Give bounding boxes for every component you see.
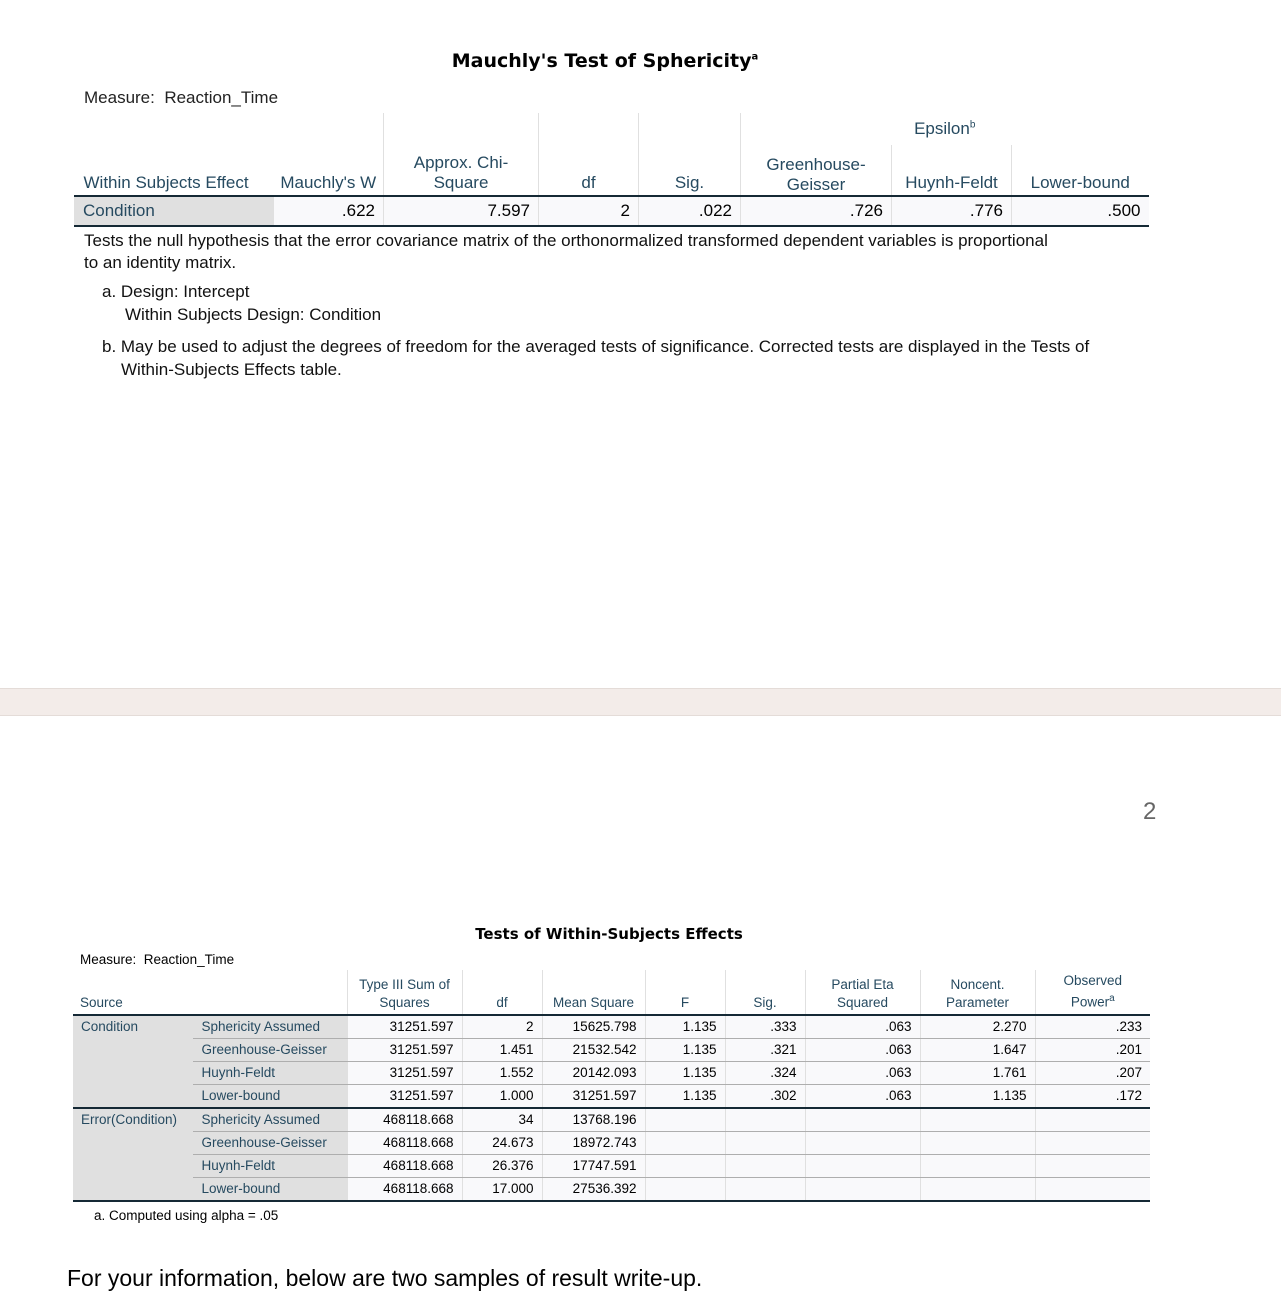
table-row	[73, 1154, 1150, 1177]
cell-eta: .063	[805, 1015, 920, 1039]
col-df: df	[462, 970, 542, 1015]
table-row	[73, 1038, 1150, 1061]
cell-ss: 31251.597	[347, 1015, 462, 1039]
cell-chi: 7.597	[384, 196, 539, 226]
power-label: Observed Power	[1063, 973, 1123, 1010]
cell-eta	[805, 1154, 920, 1177]
col-df: df	[539, 145, 639, 196]
cell-w: .622	[274, 196, 384, 226]
correction-label: Sphericity Assumed	[193, 1015, 347, 1039]
col-ms: Mean Square	[542, 970, 645, 1015]
mauchly-table	[74, 113, 1149, 227]
cell-df: 2	[462, 1015, 542, 1039]
cell-sig	[725, 1108, 805, 1132]
cell-nc: 1.761	[920, 1061, 1035, 1084]
cell-ms: 13768.196	[542, 1108, 645, 1132]
footnote-marker: a	[1109, 993, 1115, 1004]
correction-label: Greenhouse-Geisser	[193, 1131, 347, 1154]
cell-nc: 2.270	[920, 1015, 1035, 1039]
col-chi-square: Approx. Chi-Square	[384, 145, 539, 196]
epsilon-header	[741, 113, 1149, 145]
col-sig: Sig.	[725, 970, 805, 1015]
within-subjects-table	[73, 970, 1150, 1202]
col-lb: Lower-bound	[1012, 145, 1149, 196]
cell-df: 1.451	[462, 1038, 542, 1061]
footnote-a-line1: a. Design: Intercept	[102, 282, 250, 301]
cell-nc: 1.135	[920, 1084, 1035, 1108]
source-label: Condition	[73, 1015, 193, 1108]
cell-sig: .321	[725, 1038, 805, 1061]
cell-nc: 1.647	[920, 1038, 1035, 1061]
cell-ss: 468118.668	[347, 1131, 462, 1154]
col-noncent: Noncent. Parameter	[920, 970, 1035, 1015]
page-number: 2	[1143, 798, 1157, 825]
cell-sig	[725, 1154, 805, 1177]
cell-nc	[920, 1154, 1035, 1177]
cell-ms: 31251.597	[542, 1084, 645, 1108]
col-mauchly-w: Mauchly's W	[274, 145, 384, 196]
measure-value: Reaction_Time	[143, 952, 235, 967]
table-row	[75, 196, 1149, 226]
cell-f	[645, 1131, 725, 1154]
cell-f	[645, 1108, 725, 1132]
cell-nc	[920, 1108, 1035, 1132]
within-title: Tests of Within-Subjects Effects	[475, 925, 743, 943]
cell-ss: 468118.668	[347, 1177, 462, 1201]
measure-label: Measure:	[80, 952, 137, 967]
cell-power: .172	[1035, 1084, 1150, 1108]
cell-eta: .063	[805, 1038, 920, 1061]
measure-label: Measure:	[84, 88, 155, 107]
cell-eta	[805, 1177, 920, 1201]
col-power	[1035, 970, 1150, 1015]
mauchly-title	[0, 50, 1210, 72]
correction-label: Sphericity Assumed	[193, 1108, 347, 1132]
table-row	[73, 1061, 1150, 1084]
row-label: Condition	[75, 196, 274, 226]
cell-power: .207	[1035, 1061, 1150, 1084]
col-f: F	[645, 970, 725, 1015]
correction-label: Huynh-Feldt	[193, 1154, 347, 1177]
cell-eta	[805, 1131, 920, 1154]
cell-power	[1035, 1154, 1150, 1177]
col-gg: Greenhouse-Geisser	[741, 145, 892, 196]
cell-df: 24.673	[462, 1131, 542, 1154]
cell-ss: 31251.597	[347, 1061, 462, 1084]
cell-df: 2	[539, 196, 639, 226]
footnote-marker: b	[969, 119, 976, 131]
table-row	[73, 1084, 1150, 1108]
table-row	[73, 1131, 1150, 1154]
cell-f: 1.135	[645, 1038, 725, 1061]
correction-label: Lower-bound	[193, 1177, 347, 1201]
cell-f: 1.135	[645, 1084, 725, 1108]
cell-lb: .500	[1012, 196, 1149, 226]
correction-label: Lower-bound	[193, 1084, 347, 1108]
cell-sig	[725, 1131, 805, 1154]
cell-eta	[805, 1108, 920, 1132]
measure-value: Reaction_Time	[164, 88, 279, 107]
cell-ss: 31251.597	[347, 1084, 462, 1108]
cell-sig: .302	[725, 1084, 805, 1108]
cell-f: 1.135	[645, 1015, 725, 1039]
footnote-a-line2: Within Subjects Design: Condition	[125, 305, 382, 324]
cell-power: .233	[1035, 1015, 1150, 1039]
footnote-b: b. May be used to adjust the degrees of freedom for the averaged tests of significance. Corrected tests are displayed in the Tests of Within-Subjects Effects table.	[102, 337, 1090, 379]
table-row	[73, 1177, 1150, 1201]
cell-ms: 18972.743	[542, 1131, 645, 1154]
col-hf: Huynh-Feldt	[892, 145, 1012, 196]
cell-ms: 20142.093	[542, 1061, 645, 1084]
cell-power: .201	[1035, 1038, 1150, 1061]
cell-f	[645, 1177, 725, 1201]
cell-sig: .022	[639, 196, 741, 226]
correction-label: Greenhouse-Geisser	[193, 1038, 347, 1061]
cell-sig: .324	[725, 1061, 805, 1084]
cell-power	[1035, 1177, 1150, 1201]
cell-sig: .333	[725, 1015, 805, 1039]
col-sig: Sig.	[639, 145, 741, 196]
correction-label: Huynh-Feldt	[193, 1061, 347, 1084]
cell-f	[645, 1154, 725, 1177]
cell-eta: .063	[805, 1084, 920, 1108]
body-text: For your information, below are two samples of result write-up.	[67, 1265, 703, 1291]
cell-sig	[725, 1177, 805, 1201]
cell-ms: 27536.392	[542, 1177, 645, 1201]
cell-ms: 15625.798	[542, 1015, 645, 1039]
col-ss: Type III Sum of Squares	[347, 970, 462, 1015]
cell-f: 1.135	[645, 1061, 725, 1084]
mauchly-title-text: Mauchly's Test of Sphericity	[451, 50, 752, 72]
cell-df: 17.000	[462, 1177, 542, 1201]
cell-ss: 468118.668	[347, 1108, 462, 1132]
source-label: Error(Condition)	[73, 1108, 193, 1201]
cell-df: 1.000	[462, 1084, 542, 1108]
cell-df: 26.376	[462, 1154, 542, 1177]
table-row	[73, 1108, 1150, 1132]
cell-nc	[920, 1131, 1035, 1154]
cell-nc	[920, 1177, 1035, 1201]
cell-ms: 17747.591	[542, 1154, 645, 1177]
cell-ss: 468118.668	[347, 1154, 462, 1177]
cell-eta: .063	[805, 1061, 920, 1084]
cell-hf: .776	[892, 196, 1012, 226]
col-eta: Partial Eta Squared	[805, 970, 920, 1015]
cell-power	[1035, 1108, 1150, 1132]
cell-power	[1035, 1131, 1150, 1154]
table-row	[73, 1015, 1150, 1039]
cell-df: 34	[462, 1108, 542, 1132]
cell-ms: 21532.542	[542, 1038, 645, 1061]
within-measure	[80, 952, 234, 967]
within-footnote: a. Computed using alpha = .05	[94, 1208, 279, 1223]
col-source: Source	[73, 970, 347, 1015]
footnote-marker: a	[751, 51, 759, 63]
mauchly-measure	[84, 88, 278, 108]
page-break-band	[0, 688, 1281, 716]
cell-ss: 31251.597	[347, 1038, 462, 1061]
mauchly-note: Tests the null hypothesis that the error covariance matrix of the orthonormalized transformed dependent variables is proportional to an identity matrix.	[84, 231, 1048, 272]
col-effect: Within Subjects Effect	[75, 145, 274, 196]
epsilon-label: Epsilon	[914, 119, 970, 138]
cell-gg: .726	[741, 196, 892, 226]
cell-df: 1.552	[462, 1061, 542, 1084]
